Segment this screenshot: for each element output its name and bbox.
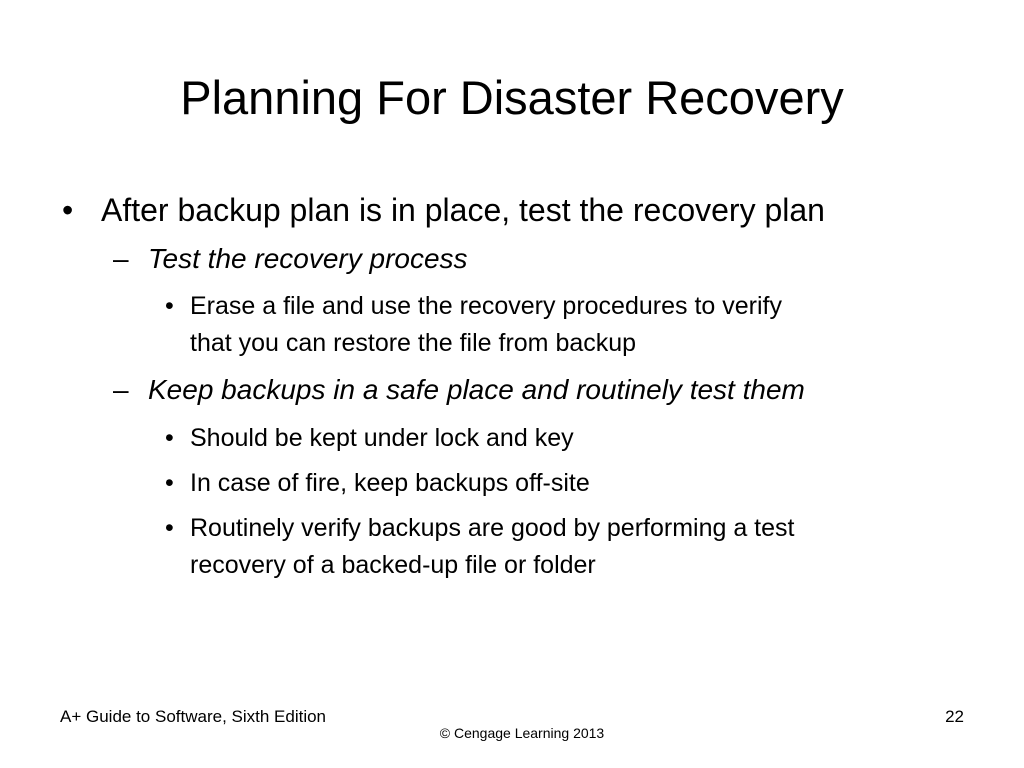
small-bullet-marker: • <box>165 292 174 320</box>
footer-copyright: © Cengage Learning 2013 <box>439 725 605 741</box>
sub-sub-bullet-text-4a: Routinely verify backups are good by performing a test <box>190 514 795 542</box>
sub-sub-bullet-text-4b: recovery of a backed-up file or folder <box>190 551 596 579</box>
sub-bullet-text-2: Keep backups in a safe place and routinely test them <box>148 374 805 405</box>
dash-marker: – <box>113 374 129 405</box>
sub-bullet-text-1: Test the recovery process <box>148 243 468 274</box>
sub-sub-bullet-text-1a: Erase a file and use the recovery procedures to verify <box>190 292 782 320</box>
sub-sub-bullet-text-3: In case of fire, keep backups off-site <box>190 469 590 497</box>
footer-book-title: A+ Guide to Software, Sixth Edition <box>60 707 327 726</box>
dash-marker: – <box>113 243 129 274</box>
page-number: 22 <box>945 707 964 726</box>
small-bullet-marker: • <box>165 514 174 542</box>
small-bullet-marker: • <box>165 469 174 497</box>
small-bullet-marker: • <box>165 424 174 452</box>
bullet-marker: • <box>62 192 74 228</box>
slide-title: Planning For Disaster Recovery <box>180 71 844 124</box>
sub-sub-bullet-text-1b: that you can restore the file from backup <box>190 329 637 357</box>
bullet-text-1: After backup plan is in place, test the recovery plan <box>101 192 825 228</box>
sub-sub-bullet-text-2: Should be kept under lock and key <box>190 424 574 452</box>
